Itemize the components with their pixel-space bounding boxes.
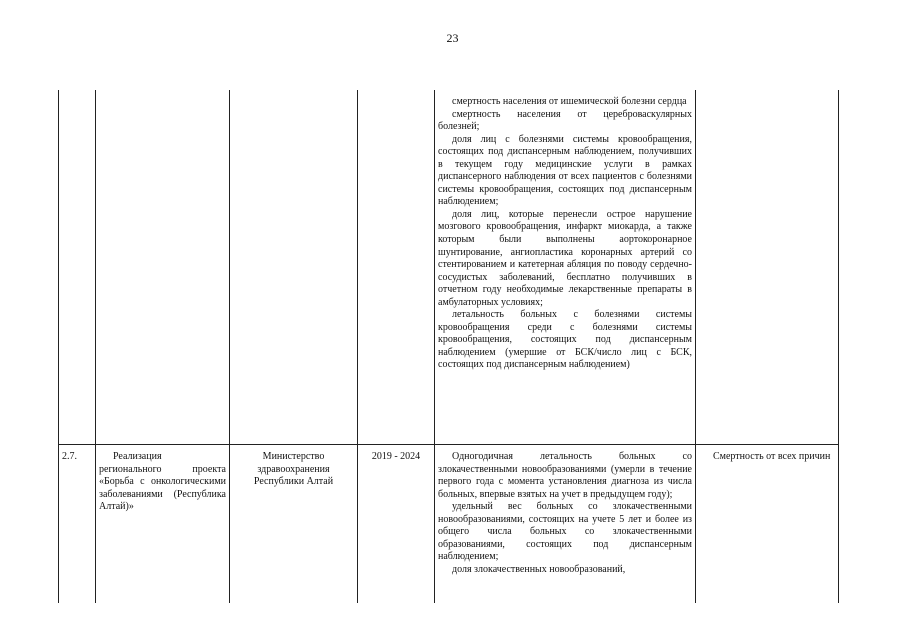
indicator-text: доля лиц с болезнями системы кровообращения, состоящих под диспансерным наблюдением, получивших в текущем году медицинские услуги в рамках диспансерного наблюдения от всех пациентов с болезнями системы кровообращения, состоящих под диспансерным наблюдением; — [438, 133, 692, 208]
measures-table — [58, 90, 839, 603]
period-cell — [358, 90, 435, 445]
indicator-text: летальность больных с болезнями системы кровообращения среди с болезнями системы кровообращения, состоящих под диспансерным наблюдением (умершие от БСК/число лиц с БСК, состоящих под диспансерным наблюдением) — [438, 309, 692, 371]
result-cell — [696, 90, 839, 445]
indicators-cell — [435, 445, 696, 604]
row-number-cell: 2.7. — [59, 445, 96, 604]
indicator-text: Одногодичная летальность больных со злокачественными новообразованиями (умерли в течение первого года с момента установления диагноза из числа больных, впервые взятых на учет в предыдущем году); — [438, 451, 692, 500]
measure-name-text: Реализация регионального проекта «Борьба с онкологическими заболеваниями (Республика Алтай)» — [99, 451, 226, 513]
result-text: Смертность от всех причин — [713, 451, 831, 462]
indicator-text: смертность населения от ишемической болезни сердца — [452, 96, 687, 107]
indicator-text: смертность населения от цереброваскулярных болезней; — [438, 108, 692, 133]
page-number: 23 — [446, 31, 459, 45]
indicator-text: доля злокачественных новообразований, — [452, 563, 626, 575]
row-number-cell — [59, 90, 96, 445]
indicators-cell — [435, 90, 696, 445]
measure-name-cell — [96, 90, 230, 445]
table-row — [59, 445, 839, 604]
responsible-org-cell — [230, 90, 358, 445]
table-row — [59, 90, 839, 445]
measure-name-cell — [96, 445, 230, 604]
result-cell — [696, 445, 839, 604]
period-cell: 2019 - 2024 — [358, 445, 435, 604]
indicator-text: удельный вес больных со злокачественными новообразованиями, состоящих на учете 5 лет и более из общего числа больных со злокачественными образованиями, состоящих под диспансерным наблюдением; — [438, 501, 692, 563]
responsible-org-cell: Министерство здравоохранения Республики Алтай — [230, 445, 358, 604]
indicator-text: доля лиц, которые перенесли острое нарушение мозгового кровообращения, инфаркт миокарда, а также которым были выполнены аортокоронарное шунтирование, ангиопластика коронарных артерий со стентированием и катетерная абляция по поводу сердечно-сосудистых заболеваний, бесплатно получивших в отчетном году необходимые лекарственные препараты в амбулаторных условиях; — [438, 208, 692, 308]
